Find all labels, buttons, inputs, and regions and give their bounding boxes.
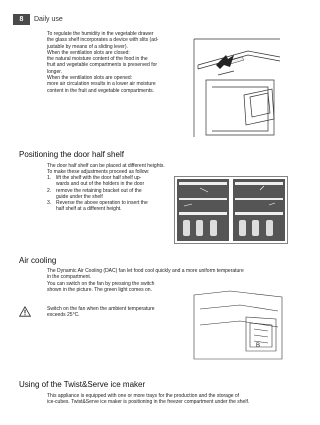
door-shelf-illustration	[174, 176, 288, 244]
page-number: 8	[13, 14, 30, 25]
air-cooling-heading: Air cooling	[19, 256, 57, 265]
text-line: To make these adjustments proceed as follow:	[47, 169, 150, 176]
text-line: This appliance is equipped with one or more trays for the production and the storage of	[47, 393, 240, 399]
step-number: 3.	[47, 200, 52, 207]
fan-switch-illustration	[190, 289, 286, 363]
text-line: When the ventilation slots are opened:	[47, 75, 133, 82]
figure-label-b: B	[256, 343, 261, 349]
text-line: fruit and vegetable compartments is preserved for	[47, 62, 158, 69]
text-line: Switch on the fan when the ambient temperature	[47, 306, 155, 312]
step-line: half shelf at a different height.	[56, 206, 122, 213]
text-line: To regulate the humidity in the vegetable drawer	[47, 31, 154, 37]
ice-maker-paragraph	[47, 393, 292, 406]
ice-maker-heading: Using of the Twist&Serve ice maker	[19, 380, 146, 389]
text-line: more air circulation results in a lower air moisture	[47, 81, 156, 88]
section-title: Daily use	[34, 16, 63, 23]
text-line: content in the fruit and vegetable compartments.	[47, 87, 155, 94]
door-shelf-steps	[47, 175, 171, 213]
step-number: 2.	[47, 187, 52, 194]
text-line: ice-cubes. Twist&Serve ice maker is positioning in the freezer compartment under the shelf.	[47, 399, 250, 406]
door-shelf-heading: Positioning the door half shelf	[19, 150, 124, 159]
text-line: the natural moisture content of the food in the	[47, 56, 148, 63]
door-shelf-intro	[47, 163, 247, 176]
step-line: guide under the shelf	[56, 193, 103, 200]
step-number: 1.	[47, 175, 52, 181]
step-item	[47, 188, 171, 201]
step-line: lift the shelf with the door half shelf up-	[56, 175, 142, 181]
warning-icon	[19, 306, 31, 317]
step-line: wards and out of the holders in the door	[56, 181, 145, 188]
step-line: Reverse the above operation to insert the	[56, 200, 148, 207]
text-line: shown in the picture. The green light comes on.	[47, 286, 152, 293]
step-line: remove the retaining bracket out of the	[56, 187, 142, 194]
text-line: longer.	[47, 68, 63, 75]
text-line: When the ventilation slots are closed:	[47, 49, 130, 56]
text-line: You can switch on the fan by pressing the switch	[47, 280, 155, 287]
vegetable-drawer-illustration	[188, 35, 286, 140]
text-line: justable by means of a sliding lever).	[47, 43, 128, 50]
text-line: The Dynamic Air Cooling (DAC) fan let food cool quickly and a more uniform temperature	[47, 268, 244, 274]
warning-note	[47, 306, 177, 319]
humidity-paragraph	[47, 31, 187, 94]
text-line: exceeds 25°C.	[47, 312, 80, 319]
text-line: The door half shelf can be placed at different heights.	[47, 163, 165, 169]
text-line: the glass shelf incorporates a device with slits (ad-	[47, 37, 159, 44]
text-line: in the compartment.	[47, 274, 92, 281]
step-item	[47, 200, 171, 213]
step-item	[47, 175, 171, 188]
